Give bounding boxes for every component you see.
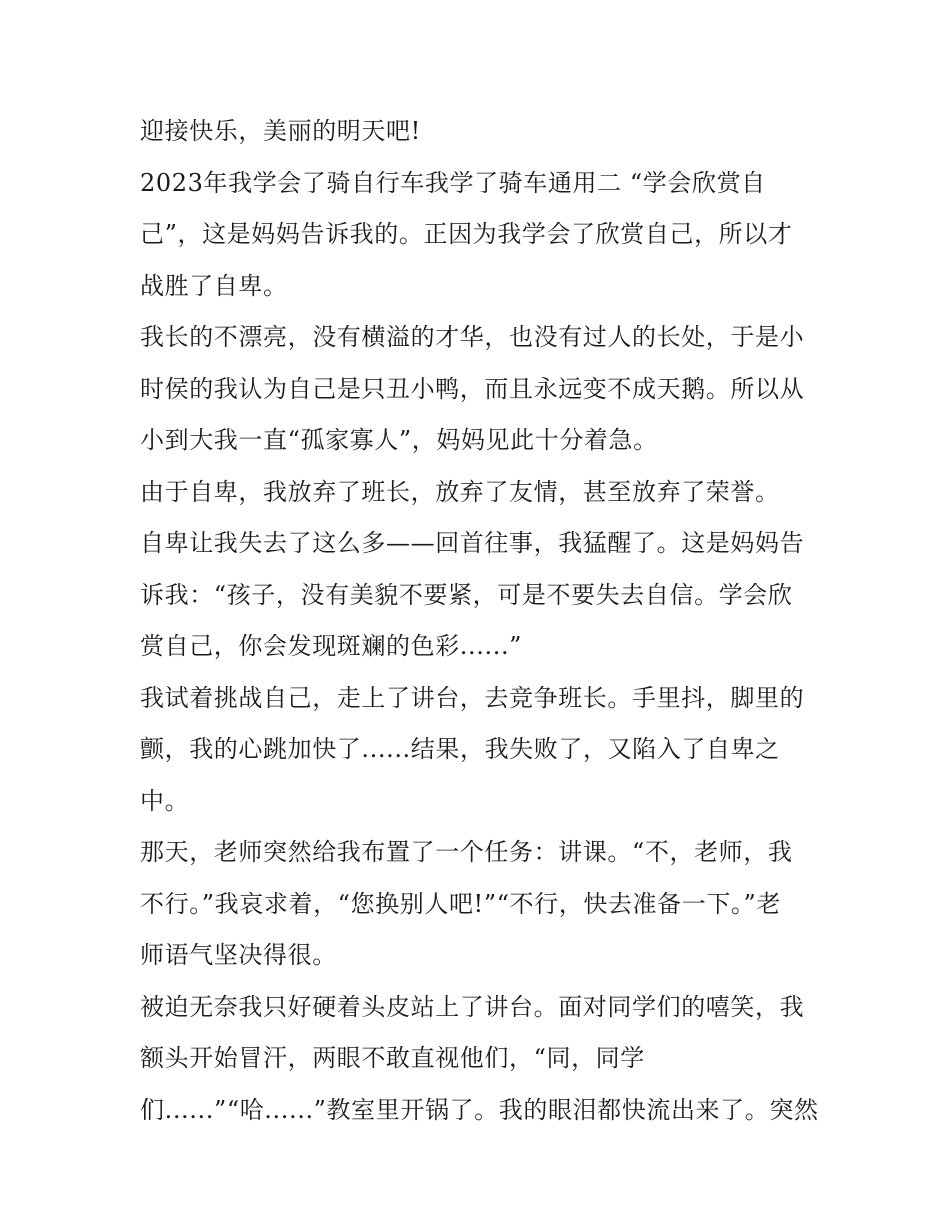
- text-line: 额头开始冒汗，两眼不敢直视他们，“同，同学: [140, 1044, 645, 1072]
- text-line: 被迫无奈我只好硬着头皮站上了讲台。面对同学们的嘻笑，我: [140, 992, 805, 1021]
- text-line: 战胜了自卑。: [140, 271, 288, 300]
- text-line: 诉我：“孩子，没有美貌不要紧，可是不要失去自信。学会欣: [140, 580, 793, 609]
- text-line: 师语气坚决得很。: [140, 941, 337, 969]
- text-line: 迎接快乐，美丽的明天吧!: [140, 117, 421, 145]
- document-body: [140, 106, 820, 1136]
- text-line: 那天，老师突然给我布置了一个任务：讲课。“不，老师，我: [140, 838, 793, 866]
- text-line: 们......”“哈......”教室里开锅了。我的眼泪都快流出来了。突然: [140, 1095, 819, 1124]
- text-line: 我长的不漂亮，没有横溢的才华，也没有过人的长处，于是小: [140, 323, 805, 351]
- text-line: 我试着挑战自己，走上了讲台，去竞争班长。手里抖，脚里的: [140, 683, 805, 712]
- text-line: 中。: [140, 786, 190, 815]
- text-line: 时侯的我认为自己是只丑小鸭，而且永远变不成天鹅。所以从: [140, 374, 805, 403]
- text-line: 不行。”我哀求着，“您换别人吧!”“不行，快去准备一下。”老: [140, 889, 781, 918]
- text-line: 赏自己，你会发现斑斓的色彩......”: [140, 632, 523, 660]
- text-line: 己”，这是妈妈告诉我的。正因为我学会了欣赏自己，所以才: [140, 220, 793, 248]
- text-line: 小到大我一直“孤家寡人”，妈妈见此十分着急。: [140, 426, 658, 454]
- text-line: 由于自卑，我放弃了班长，放弃了友情，甚至放弃了荣誉。: [140, 477, 780, 506]
- text-line: 自卑让我失去了这么多——回首往事，我猛醒了。这是妈妈告: [140, 529, 805, 557]
- text-line: 2023年我学会了骑自行车我学了骑车通用二 “学会欣赏自: [140, 168, 766, 197]
- text-line: 颤，我的心跳加快了......结果，我失败了，又陷入了自卑之: [140, 735, 780, 763]
